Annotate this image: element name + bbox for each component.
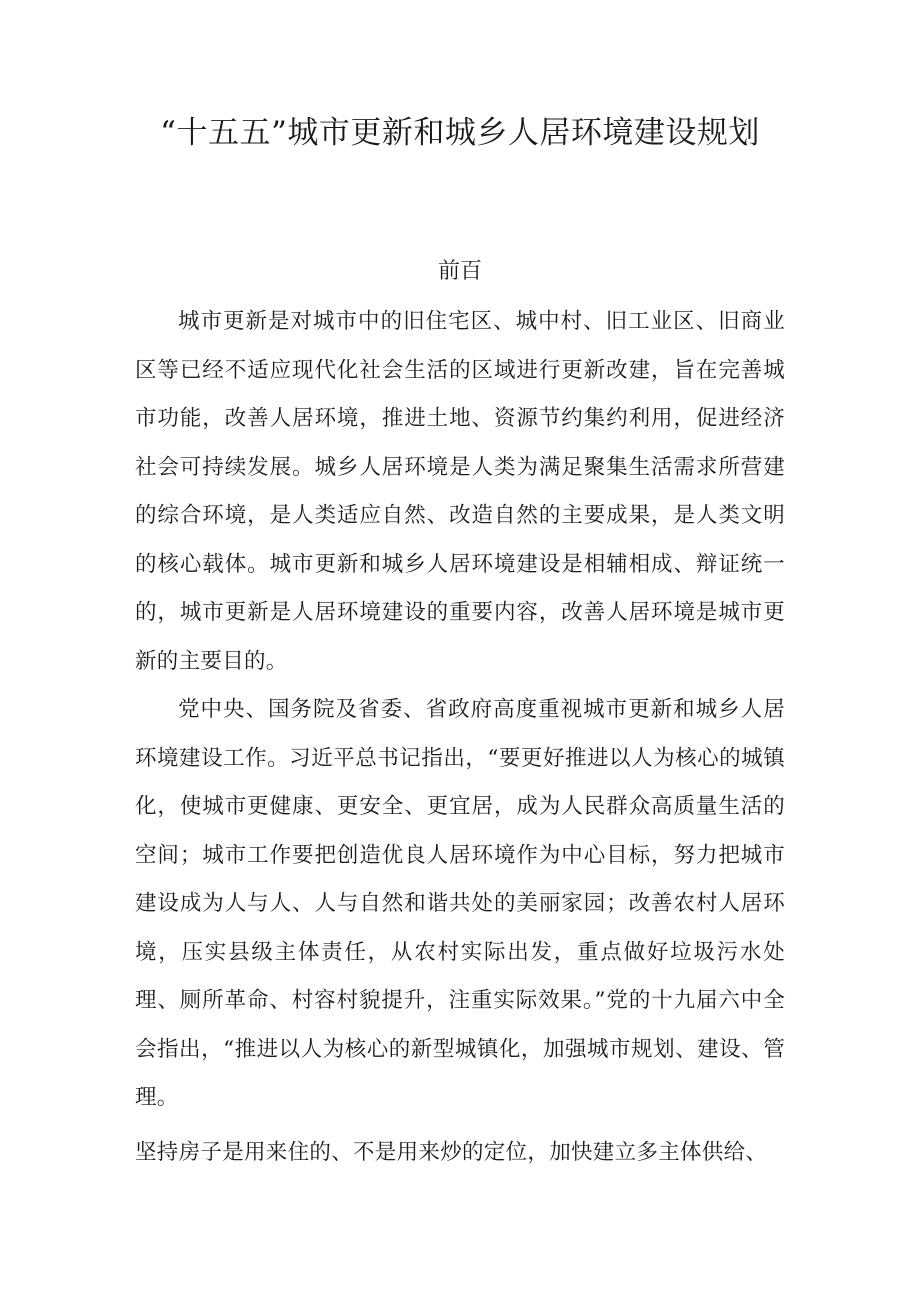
document-title: “十五五”城市更新和城乡人居环境建设规划 — [160, 115, 760, 151]
paragraph-housing: 坚持房子是用来住的、不是用来炒的定位，加快建立多主体供给、 — [135, 1140, 768, 1165]
paragraph-policy: 党中央、国务院及省委、省政府高度重视城市更新和城乡人居环境建设工作。习近平总书记指出，“要更好推进以人为核心的城镇化，使城市更健康、更安全、更宜居，成为人民群众高质量生活的空间；城市工作要把创造优良人居环境作为中心目标，努力把城市建设成为人与人、人与自然和谐共处的美丽家园；改善农村人居环境，压实县级主体责任，从农村实际出发，重点做好垃圾污水处理、厕所革命、村容村貌提升，注重实际效果。”党的十九届六中全会指出，“推进以人为核心的新型城镇化，加强城市规划、建设、管理。 — [135, 697, 785, 1110]
section-heading: 前百 — [437, 259, 482, 284]
paragraph-intro: 城市更新是对城市中的旧住宅区、城中村、旧工业区、旧商业区等已经不适应现代化社会生活的区域进行更新改建，旨在完善城市功能，改善人居环境，推进土地、资源节约集约利用，促进经济社会可持续发展。城乡人居环境是人类为满足聚集生活需求所营建的综合环境，是人类适应自然、改造自然的主要成果，是人类文明的核心载体。城市更新和城乡人居环境建设是相辅相成、辩证统一的，城市更新是人居环境建设的重要内容，改善人居环境是城市更新的主要目的。 — [135, 309, 785, 674]
